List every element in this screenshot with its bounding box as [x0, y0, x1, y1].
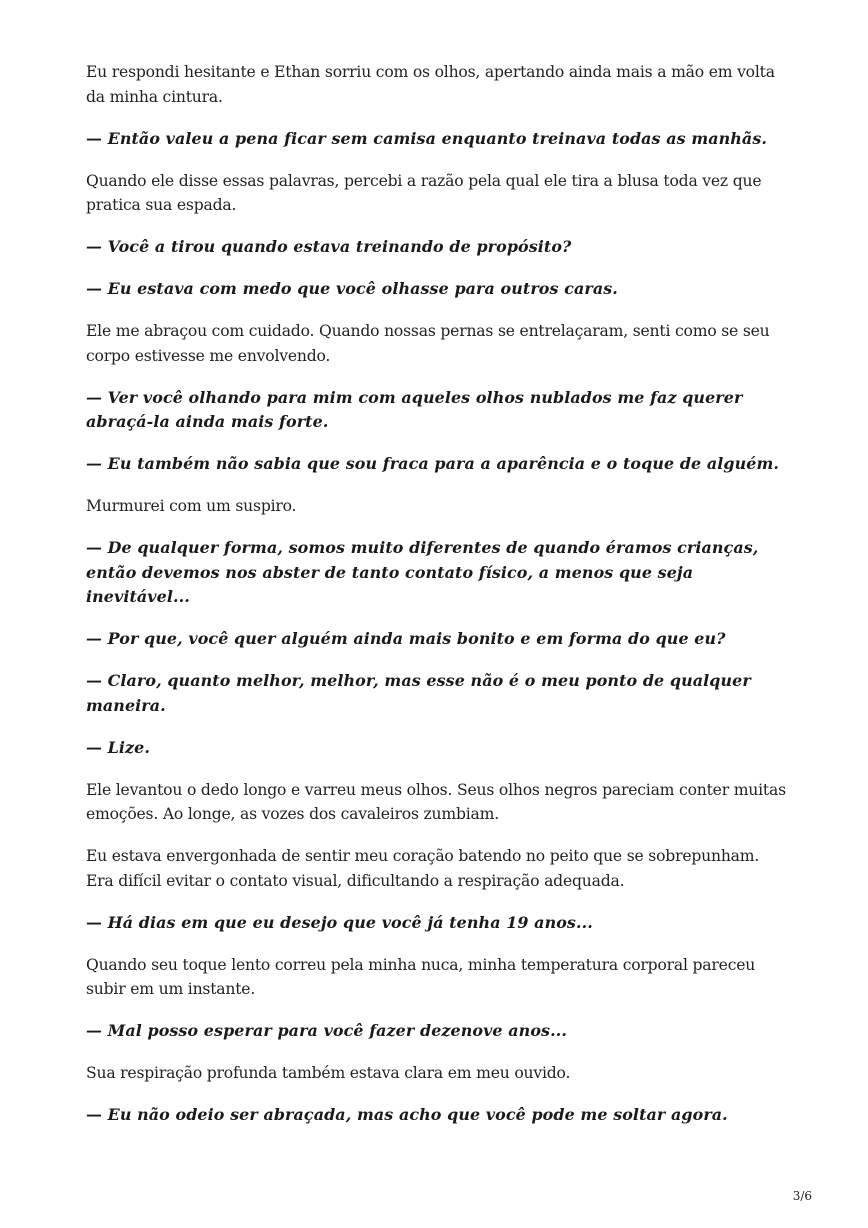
dialogue-line: — Ver você olhando para mim com aqueles olhos nublados me faz querer abraçá-la ainda mais forte. [86, 387, 743, 431]
dialogue-line: — Por que, você quer alguém ainda mais bonito e em forma do que eu? [86, 629, 726, 648]
paragraph: Sua respiração profunda também estava clara em meu ouvido. [86, 1064, 571, 1082]
paragraph: Quando seu toque lento correu pela minha nuca, minha temperatura corporal pareceu subir em um instante. [86, 955, 756, 998]
dialogue-line: — Eu estava com medo que você olhasse para outros caras. [86, 279, 618, 298]
dialogue-line: — De qualquer forma, somos muito diferentes de quando éramos crianças, então devemos nos abster de tanto contato físico, a menos que seja inevitável... [86, 538, 759, 606]
document-page [86, 60, 786, 1145]
paragraph: Quando ele disse essas palavras, percebi a razão pela qual ele tira a blusa toda vez que pratica sua espada. [86, 171, 762, 214]
dialogue-line: — Lize. [86, 737, 150, 757]
paragraph: Ele levantou o dedo longo e varreu meus olhos. Seus olhos negros pareciam conter muitas emoções. Ao longe, as vozes dos cavaleiros zumbiam. [86, 780, 786, 823]
paragraph: Murmurei com um suspiro. [86, 497, 297, 515]
dialogue-line: — Eu não odeio ser abraçada, mas acho que você pode me soltar agora. [86, 1105, 728, 1124]
dialogue-line: — Claro, quanto melhor, melhor, mas esse não é o meu ponto de qualquer maneira. [86, 671, 751, 715]
dialogue-line: — Eu também não sabia que sou fraca para a aparência e o toque de alguém. [86, 454, 780, 473]
dialogue-line: — Você a tirou quando estava treinando de propósito? [86, 237, 572, 256]
dialogue-line: — Mal posso esperar para você fazer dezenove anos... [86, 1021, 567, 1040]
page-number: 3/6 [792, 1189, 812, 1203]
dialogue-line: — Então valeu a pena ficar sem camisa enquanto treinava todas as manhãs. [86, 128, 768, 148]
dialogue-line: — Há dias em que eu desejo que você já tenha 19 anos... [86, 912, 593, 932]
paragraph: Eu respondi hesitante e Ethan sorriu com os olhos, apertando ainda mais a mão em volta da minha cintura. [86, 63, 775, 106]
paragraph: Eu estava envergonhada de sentir meu coração batendo no peito que se sobrepunham. Era difícil evitar o contato visual, dificultando a respiração adequada. [86, 847, 760, 890]
paragraph: Ele me abraçou com cuidado. Quando nossas pernas se entrelaçaram, senti como se seu corpo estivesse me envolvendo. [86, 322, 770, 365]
